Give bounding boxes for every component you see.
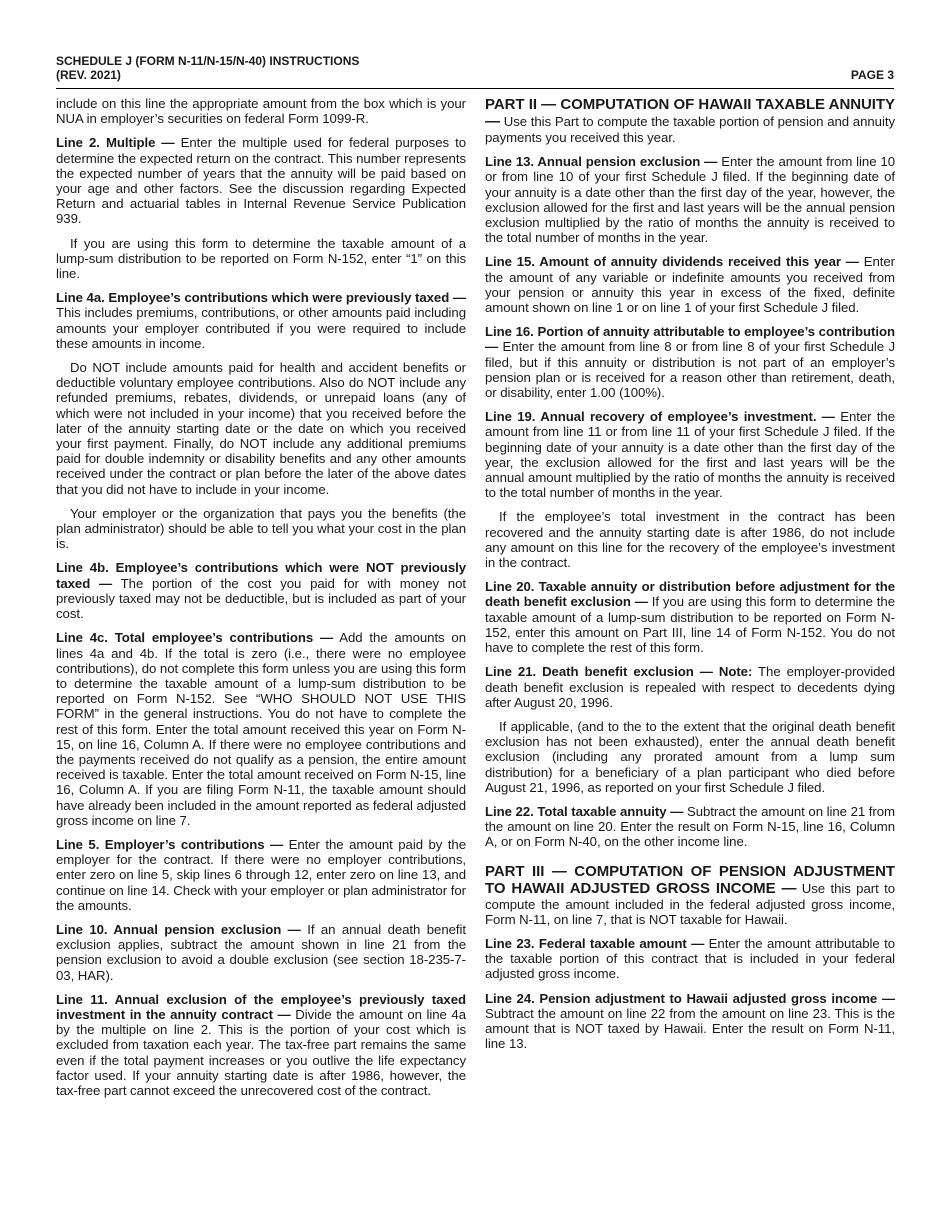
line-4b-section: [56, 560, 466, 621]
line-11-section: [56, 992, 466, 1098]
line-2-text: Enter the multiple used for federal purposes to determine the expected return on the contract. This number represents the expected number of years that the annuity will be paid based on your age and other factors. See the discussion regarding Expected Return and actuarial tables in Internal Revenue Service Publication 939.: [56, 135, 466, 227]
form-title-line1: SCHEDULE J (FORM N-11/N-15/N-40) INSTRUCTIONS: [56, 54, 360, 68]
part-2-text: Use this Part to compute the taxable portion of pension and annuity payments you received this year.: [485, 114, 895, 145]
part-2-heading: PART II — COMPUTATION OF HAWAII TAXABLE ANNUITY —: [485, 96, 895, 130]
line-4c-text: Add the amounts on lines 4a and 4b. If the total is zero (i.e., there were no employee contributions), do not complete this form unless you are using this form to determine the taxable amount of a lump-sum distribution to be reported on Form N-152. See “WHO SHOULD NOT USE THIS FORM” in the general instructions. You do not have to complete the rest of this form. Enter the total amount received this year on Form N-15, on line 16, Column A. If there were no employee contributions and the payments received do not qualify as a pension, the entire amount received is taxable. Enter the total amount received on Form N-15, line 16, Column A. If you are filing Form N-11, the taxable amount should have already been included in the amount reported as federal adjusted gross income on line 7.: [56, 630, 467, 828]
line-20-section: [485, 579, 895, 655]
line-19-heading: Line 19. Annual recovery of employee’s investment. —: [485, 409, 835, 425]
line-4b-heading: Line 4b. Employee’s contributions which were NOT previously taxed —: [56, 560, 466, 591]
line-23-heading: Line 23. Federal taxable amount —: [485, 935, 705, 951]
line-21-heading: Line 21. Death benefit exclusion — Note:: [485, 664, 753, 680]
line-5-heading: Line 5. Employer’s contributions —: [56, 836, 284, 852]
line-23-text: Enter the amount attributable to the taxable portion of this contract that is included in your federal adjusted gross income.: [485, 935, 895, 982]
line-11-text: Divide the amount on line 4a by the multiple on line 2. This is the portion of your cost which is excluded from taxation each year. The tax-free part remains the same even if the total payment increases or you outlive the life expectancy factor used. If your annuity starting date is after 1986, however, the tax-free part cannot exceed the unrecovered cost of the contract.: [56, 1006, 466, 1098]
line-21-section: [485, 664, 895, 710]
line-19-section: [485, 409, 895, 500]
line-2-heading: Line 2. Multiple —: [56, 135, 175, 151]
line-4a-paragraph-2: Do NOT include amounts paid for health and accident benefits or deductible voluntary employee contributions. Also do NOT include any refunded premiums, rebates, dividends, or unrepaid loans (any of which were not included in your income) that you received before the later of the annuity starting date or the date on which you received your first payment. Finally, do NOT include any additional premiums paid for double indemnity or disability benefits and any other amounts received under the contract or plan before the later of the above dates that you did not have to include in your income.: [56, 360, 466, 497]
line-24-heading: Line 24. Pension adjustment to Hawaii adjusted gross income —: [485, 990, 895, 1006]
line-5-section: [56, 837, 466, 913]
line-16-section: [485, 324, 895, 400]
part-3-section: [485, 863, 895, 927]
part-3-text: Use this part to compute the amount included in the federal adjusted gross income, Form N-11, on line 7, that is NOT taxable for Hawaii.: [485, 880, 895, 927]
line-4a-text: This includes premiums, contributions, or other amounts paid including amounts your employer contributed if you were required to include these amounts in income.: [56, 305, 466, 351]
line-11-heading: Line 11. Annual exclusion of the employee’s previously taxed investment in the annuity contract —: [56, 991, 466, 1022]
line-22-text: Subtract the amount on line 21 from the amount on line 20. Enter the result on Form N-15, line 16, Column A, or on Form N-40, on the other income line.: [485, 803, 895, 850]
line-15-section: [485, 254, 895, 315]
line-5-text: Enter the amount paid by the employer for the contract. If there were no employer contributions, enter zero on line 5, skip lines 6 through 12, enter zero on line 13, and continue on line 14. Check with your employer or plan administrator for the amounts.: [56, 836, 466, 913]
line-23-section: [485, 936, 895, 982]
line-24-section: [485, 991, 895, 1052]
line-10-heading: Line 10. Annual pension exclusion —: [56, 921, 301, 937]
line-19-text: Enter the amount from line 11 or from line 11 of your first Schedule J filed. If the beginning date of your annuity is a date other than the first day of the year, the exclusion allowed for the first and last years will be the annual amount multiplied by the ratio of months the annuity is received to the total number of months in the year.: [485, 409, 895, 501]
line-4a-paragraph-3: Your employer or the organization that pays you the benefits (the plan administrator) should be able to tell you what your cost in the plan is.: [56, 505, 466, 552]
form-title: [56, 54, 359, 82]
line-15-heading: Line 15. Amount of annuity dividends received this year —: [485, 254, 859, 270]
line-4a-heading: Line 4a. Employee’s contributions which were previously taxed —: [56, 290, 466, 306]
line-4b-text: The portion of the cost you paid for with money not previously taxed may not be deductible, but is included as part of your cost.: [56, 575, 466, 622]
right-column: [485, 96, 895, 1060]
line-15-text: Enter the amount of any variable or indefinite amounts you received from your pension or annuity this year in excess of the fixed, definite amount shown on line 1 or on line 1 of your first Schedule J filed.: [485, 254, 895, 316]
line-10-section: [56, 922, 466, 983]
line-4c-section: [56, 630, 466, 828]
line-20-text: If you are using this form to determine the taxable amount of a lump-sum distribution to be reported on Form N-152, enter this amount on Part III, line 14 of Form N-152. You do not have to complete the rest of this form.: [485, 594, 895, 656]
part-3-heading: PART III — COMPUTATION OF PENSION ADJUSTMENT TO HAWAII ADJUSTED GROSS INCOME —: [485, 862, 895, 897]
line-4a-section: [56, 290, 466, 351]
continuation-paragraph: include on this line the appropriate amount from the box which is your NUA in employer’s securities on federal Form 1099-R.: [56, 96, 466, 127]
line-16-text: Enter the amount from line 8 or from line 8 of your first Schedule J filed, but if this annuity or distribution is not part of an employer’s pension plan or is received for a reason other than retirement, death, or disability, enter 1.00 (100%).: [485, 339, 895, 401]
page-header: [56, 54, 894, 89]
line-20-heading: Line 20. Taxable annuity or distribution before adjustment for the death benefit exclusion —: [485, 579, 895, 610]
line-19-paragraph-2: If the employee’s total investment in the contract has been recovered and the annuity starting date is after 1986, do not include any amount on this line for the recovery of the employee’s investment in the contract.: [485, 509, 895, 571]
line-2-paragraph-2: If you are using this form to determine the taxable amount of a lump-sum distribution to be reported on Form N-152, enter “1” on this line.: [56, 235, 466, 282]
line-13-section: [485, 154, 895, 245]
line-16-heading: Line 16. Portion of annuity attributable to employee’s contribution —: [485, 324, 895, 355]
page-number: PAGE 3: [850, 68, 894, 82]
line-21-paragraph-2: If applicable, (and to the to the extent that the original death benefit exclusion has not been exhausted), enter the annual death benefit exclusion (including any prorated amount from a lump sum distribution) for a beneficiary of a plan participant who died before August 21, 1996, as reported on your first Schedule J filed.: [485, 718, 895, 795]
line-13-text: Enter the amount from line 10 or from line 10 of your first Schedule J filed. If the beginning date of your annuity is a date other than the first day of the year, however, the exclusion allowed for the first and last years will be the annual pension exclusion multiplied by the ratio of months the annuity is received to the total number of months in the year.: [485, 154, 895, 246]
line-22-heading: Line 22. Total taxable annuity —: [485, 803, 684, 819]
line-10-text: If an annual death benefit exclusion applies, subtract the amount shown in line 21 from the pension exclusion to avoid a double exclusion (see section 18-235-7-03, HAR).: [56, 921, 466, 983]
part-2-section: [485, 96, 895, 145]
line-24-text: Subtract the amount on line 22 from the amount on line 23. This is the amount that is NOT taxed by Hawaii. Enter the result on Form N-11, line 13.: [485, 1005, 895, 1052]
left-column: [56, 96, 466, 1107]
line-4c-heading: Line 4c. Total employee’s contributions —: [56, 630, 334, 646]
line-13-heading: Line 13. Annual pension exclusion —: [485, 154, 718, 170]
line-21-text: The employer-provided death benefit exclusion is repealed with respect to decedents dying after August 20, 1996.: [485, 664, 895, 710]
line-22-section: [485, 804, 895, 850]
line-2-section: [56, 135, 466, 226]
form-title-line2: (REV. 2021): [56, 68, 121, 82]
